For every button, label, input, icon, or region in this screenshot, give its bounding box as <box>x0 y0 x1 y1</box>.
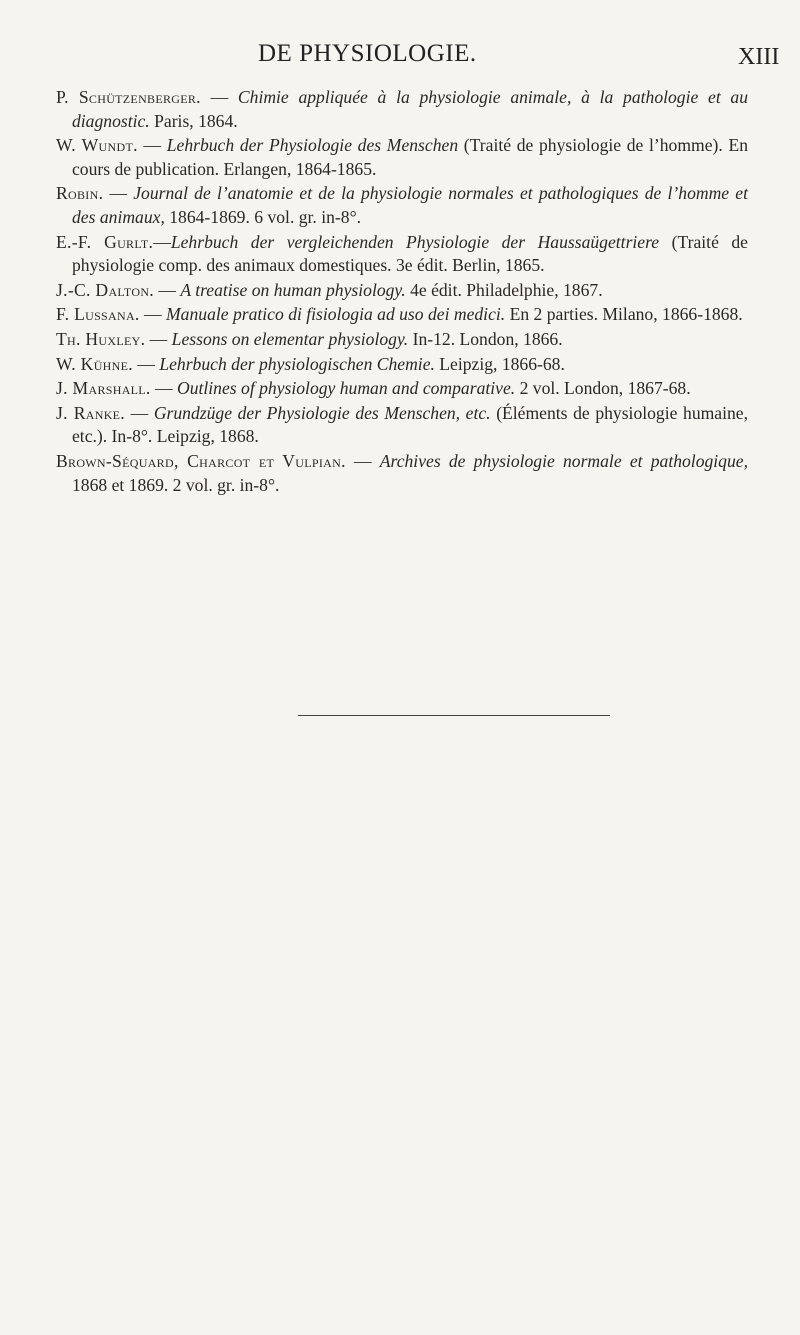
bibliography-entry <box>56 279 748 303</box>
entry-details: (Traité de physiologie comp. des animaux domestiques. 3e édit. Berlin, 1865. <box>72 231 748 276</box>
bibliography-list <box>56 86 748 498</box>
entry-separator: — <box>137 135 167 156</box>
entry-author: P. Schützenberger. <box>56 87 201 107</box>
bibliography-entry <box>56 353 748 377</box>
entry-title: Lehrbuch der vergleichenden Physiologie der Haussaügettriere <box>170 231 660 252</box>
entry-details: Paris, 1864. <box>149 110 238 131</box>
entry-author: Brown-Séquard, Charcot et Vulpian. <box>56 450 346 471</box>
entry-separator: — <box>125 402 154 423</box>
bibliography-entry <box>56 231 748 278</box>
entry-title: Journal de l’anatomie et de la physiologie normales et pathologiques de l’homme et des animaux, <box>72 183 748 227</box>
entry-separator: — <box>150 378 178 399</box>
entry-separator: — <box>345 450 380 471</box>
entry-details: 1868 et 1869. 2 vol. gr. in-8°. <box>72 474 280 495</box>
entry-author: W. Wundt. <box>56 135 138 156</box>
entry-title: Lessons on elementar physiology. <box>171 328 409 349</box>
section-divider-rule <box>298 715 610 716</box>
bibliography-entry <box>56 402 748 449</box>
entry-details: En 2 parties. Milano, 1866-1868. <box>505 304 743 325</box>
entry-separator: — <box>200 87 238 107</box>
bibliography-entry <box>56 377 748 401</box>
entry-details: 4e édit. Philadelphie, 1867. <box>405 279 603 300</box>
entry-author: J. Marshall. <box>56 378 151 399</box>
entry-separator: — <box>139 304 167 325</box>
entry-separator: — <box>145 328 172 349</box>
bibliography-entry <box>56 328 748 352</box>
page-number: XIII <box>738 44 780 70</box>
entry-title: A treatise on human physiology. <box>180 279 406 300</box>
entry-details: (Traité de physiologie de l’homme). En cours de publication. Erlangen, 1864-1865. <box>72 135 749 179</box>
running-title: DE PHYSIOLOGIE. <box>258 40 477 67</box>
entry-title: Chimie appliquée à la physiologie animale, à la pathologie et au diagnostic. <box>72 87 749 131</box>
entry-details: In-12. London, 1866. <box>408 328 563 349</box>
entry-author: E.-F. Gurlt. <box>56 231 154 252</box>
entry-title: Outlines of physiology human and comparative. <box>177 378 516 399</box>
entry-author: F. Lussana. <box>56 304 140 325</box>
entry-author: W. Kühne. <box>56 353 133 374</box>
entry-title: Archives de physiologie normale et pathologique, <box>379 450 748 471</box>
running-head <box>0 40 800 80</box>
bibliography-entry <box>56 303 748 327</box>
entry-author: J.-C. Dalton. <box>56 279 154 300</box>
entry-title: Grundzüge der Physiologie des Menschen, etc. <box>153 402 491 423</box>
entry-author: Robin. <box>56 183 104 204</box>
entry-details: 1864-1869. 6 vol. gr. in-8°. <box>164 206 362 227</box>
entry-separator: — <box>153 279 181 300</box>
entry-details: Leipzig, 1866-68. <box>434 353 565 374</box>
entry-title: Manuale pratico di fisiologia ad uso dei medici. <box>166 304 506 325</box>
entry-title: Lehrbuch der physiologischen Chemie. <box>159 353 435 374</box>
entry-separator: — <box>153 231 171 252</box>
entry-author: Th. Huxley. <box>56 328 146 349</box>
entry-separator: — <box>103 183 134 204</box>
bibliography-entry <box>56 182 748 229</box>
entry-author: J. Ranke. <box>56 402 126 423</box>
bibliography-entry <box>56 134 748 181</box>
bibliography-entry <box>56 450 748 497</box>
bibliography-entry <box>56 86 748 133</box>
entry-separator: — <box>132 353 160 374</box>
entry-details: 2 vol. London, 1867-68. <box>515 378 691 399</box>
entry-details: (Éléments de physiologie humaine, etc.). In-8°. Leipzig, 1868. <box>72 402 749 447</box>
entry-title: Lehrbuch der Physiologie des Menschen <box>166 135 459 156</box>
